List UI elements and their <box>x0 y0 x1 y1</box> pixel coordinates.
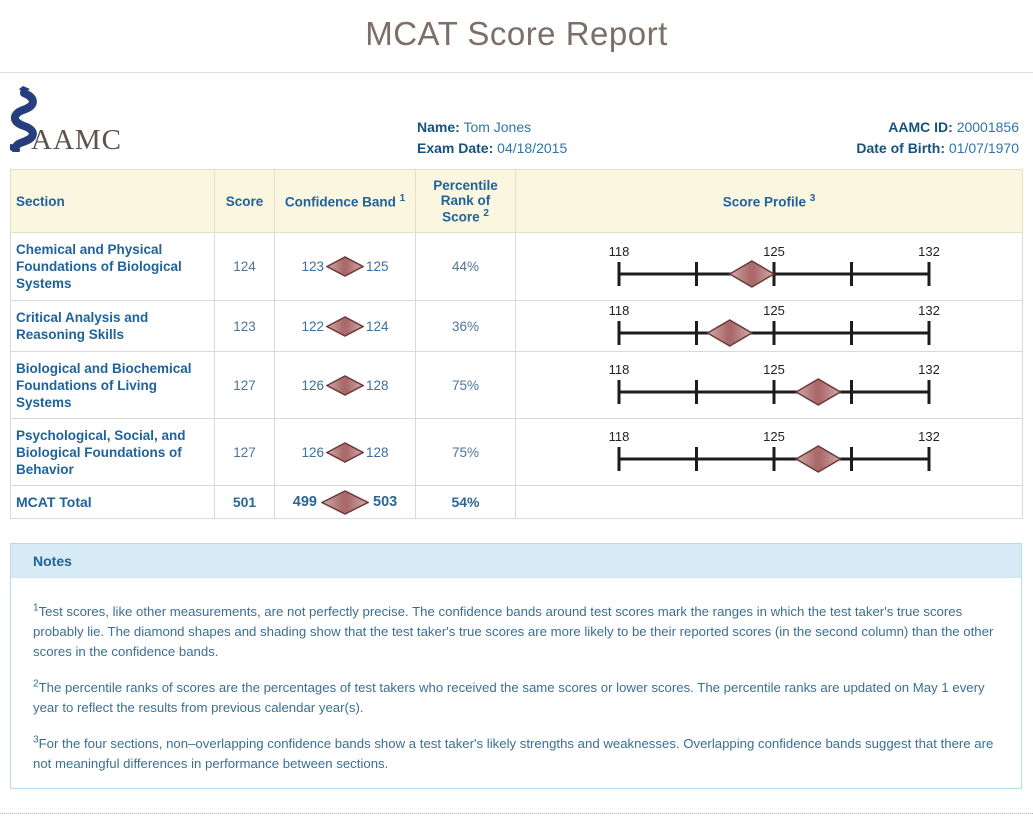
svg-text:125: 125 <box>763 362 785 377</box>
section-score: 124 <box>215 233 275 301</box>
confidence-band: 122 124 <box>275 301 416 352</box>
svg-text:125: 125 <box>763 429 785 444</box>
column-header-score-profile: Score Profile $^3$ <box>516 170 1023 233</box>
note-2: $^2$The percentile ranks of scores are the percentages of test takers who received the same scores or lower scores. The percentile ranks are updated on May 1 every year to reflect the results from previous calendar year(s). <box>33 678 985 715</box>
note-3: $^3$For the four sections, non–overlapping confidence bands show a test taker's likely strengths and weaknesses. Overlapping confidence bands suggest that there are not meaningful differences in performance between sections. <box>33 734 994 771</box>
score-table <box>10 169 1023 519</box>
percentile-rank: 44% <box>416 233 516 301</box>
total-profile-empty <box>516 486 1023 519</box>
percentile-rank: 75% <box>416 352 516 419</box>
title-bar <box>0 0 1033 73</box>
svg-text:125: 125 <box>763 303 785 318</box>
column-header-score: Score <box>215 170 275 233</box>
svg-text:118: 118 <box>608 429 630 444</box>
notes-title: Notes <box>11 544 1021 578</box>
score-profile-chart <box>516 419 1023 486</box>
svg-text:132: 132 <box>918 243 940 259</box>
confidence-band-diamond-icon <box>326 375 364 396</box>
notes-body <box>11 578 1021 788</box>
aamc-logo <box>10 86 130 156</box>
total-confidence-band: 499 503 <box>275 486 416 519</box>
confidence-band-diamond-icon <box>326 316 364 337</box>
svg-text:118: 118 <box>608 303 630 318</box>
total-score: 501 <box>215 486 275 519</box>
report-content <box>0 91 1033 789</box>
aamc-id-line <box>856 117 1019 138</box>
exam-date-line <box>417 138 567 159</box>
svg-text:132: 132 <box>918 362 940 377</box>
section-name: Critical Analysis and Reasoning Skills <box>11 301 215 352</box>
svg-text:132: 132 <box>918 429 940 444</box>
score-table-header-row <box>11 170 1023 233</box>
table-row <box>11 419 1023 486</box>
table-row <box>11 301 1023 352</box>
percentile-rank: 36% <box>416 301 516 352</box>
score-profile-chart <box>516 352 1023 419</box>
svg-text:118: 118 <box>608 243 630 259</box>
confidence-band: 126 128 <box>275 419 416 486</box>
section-name: Psychological, Social, and Biological Foundations of Behavior <box>11 419 215 486</box>
score-profile-chart <box>516 301 1023 352</box>
examinee-info <box>417 117 567 159</box>
section-name: Biological and Biochemical Foundations of Living Systems <box>11 352 215 419</box>
percentile-rank: 75% <box>416 419 516 486</box>
dob-value: 01/07/1970 <box>948 140 1019 156</box>
score-profile-chart <box>516 233 1023 301</box>
confidence-band-diamond-icon <box>321 490 369 515</box>
aamc-id-label: AAMC ID: <box>888 119 953 135</box>
total-percentile: 54% <box>416 486 516 519</box>
svg-text:125: 125 <box>763 243 785 259</box>
report-identity-header <box>10 91 1022 169</box>
dob-line <box>856 138 1019 159</box>
total-label: MCAT Total <box>11 486 215 519</box>
aamc-logo-text: AAMC <box>31 124 123 156</box>
svg-text:118: 118 <box>608 362 630 377</box>
name-line <box>417 117 567 138</box>
section-name: Chemical and Physical Foundations of Biological Systems <box>11 233 215 301</box>
confidence-band: 126 128 <box>275 352 416 419</box>
section-score: 127 <box>215 419 275 486</box>
mcat-total-row <box>11 486 1023 519</box>
exam-date-label: Exam Date: <box>417 140 494 156</box>
page-title: MCAT Score Report <box>365 15 668 52</box>
section-score: 127 <box>215 352 275 419</box>
name-label: Name: <box>417 119 460 135</box>
confidence-band-diamond-icon <box>326 256 364 277</box>
aamc-id-value: 20001856 <box>956 119 1019 135</box>
exam-date-value: 04/18/2015 <box>497 140 568 156</box>
bottom-divider <box>0 813 1033 814</box>
notes-panel <box>10 543 1022 789</box>
table-row <box>11 233 1023 301</box>
column-header-percentile: Percentile Rank of Score $^2$ <box>416 170 516 233</box>
section-score: 123 <box>215 301 275 352</box>
column-header-confidence-band: Confidence Band $^1$ <box>275 170 416 233</box>
column-header-section: Section <box>11 170 215 233</box>
table-row <box>11 352 1023 419</box>
note-1: $^1$Test scores, like other measurements, are not perfectly precise. The confidence bands around test scores mark the ranges in which the test taker's true scores probably lie. The diamond shapes and shading show that the test taker's true scores are more likely to be their reported scores (in the second column) than the other scores in the confidence bands. <box>33 602 994 659</box>
confidence-band-diamond-icon <box>326 442 364 463</box>
examinee-ids <box>856 117 1019 159</box>
dob-label: Date of Birth: <box>856 140 946 156</box>
svg-text:132: 132 <box>918 303 940 318</box>
name-value: Tom Jones <box>463 119 532 135</box>
confidence-band: 123 125 <box>275 233 416 301</box>
